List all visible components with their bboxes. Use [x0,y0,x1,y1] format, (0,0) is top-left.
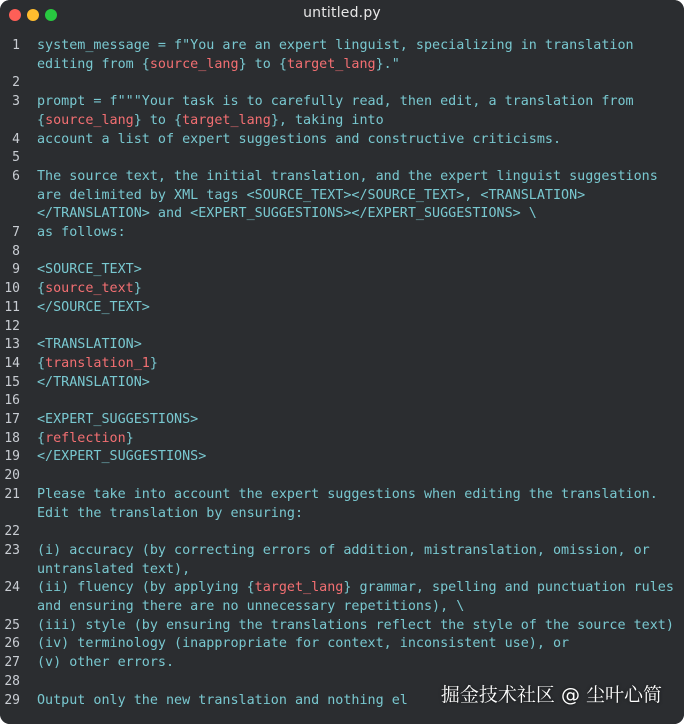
code-line [0,504,684,523]
code-line [0,335,684,354]
line-number: 11 [4,299,20,315]
code-line [0,317,684,336]
line-number: 29 [4,692,20,708]
code-token: } [125,430,134,446]
code-token: untranslated text), [37,561,191,577]
code-line [0,111,684,130]
code-text [37,634,569,653]
code-token: </SOURCE_TEXT> [37,299,150,315]
code-line [0,485,684,504]
code-line [0,148,684,167]
code-text [37,298,150,317]
code-line [0,279,684,298]
code-line [0,429,684,448]
line-number: 2 [12,75,20,91]
code-line [0,634,684,653]
code-line [0,447,684,466]
code-token: prompt = f"""Your task is to carefully read, then edit, a translation from [37,94,634,110]
code-line [0,560,684,579]
code-token: The source text, the initial translation, and the expert linguist suggestions [37,168,658,184]
code-token: (iv) terminology (inappropriate for context, inconsistent use), or [37,636,570,652]
code-token: { [37,355,46,371]
line-number: 25 [4,617,20,633]
template-variable: translation_1 [45,355,150,371]
code-text [37,541,650,560]
code-token: (iii) style (by ensuring the translations reflect the style of the source text) [37,617,674,633]
line-number: 22 [4,524,20,540]
code-line [0,130,684,149]
line-number: 5 [12,150,20,166]
line-number: 19 [4,449,20,465]
template-variable: source_lang [149,56,239,72]
code-line [0,354,684,373]
code-text [37,335,142,354]
template-variable: target_lang [286,56,376,72]
code-text [37,354,158,373]
code-token: </TRANSLATION> and <EXPERT_SUGGESTIONS></EXPERT_SUGGESTIONS> \ [37,206,537,222]
line-number: 24 [4,580,20,596]
code-token: </TRANSLATION> [37,374,150,390]
code-line [0,242,684,261]
window-title: untitled.py [303,5,381,21]
code-text [37,485,658,504]
code-token: } [149,355,158,371]
code-line [0,616,684,635]
line-number: 9 [12,262,20,278]
code-token: }." [375,56,400,72]
code-line [0,522,684,541]
code-line [0,92,684,111]
code-text [37,691,408,710]
line-number: 6 [12,168,20,184]
code-text [37,373,150,392]
code-text [37,55,400,74]
code-token: { [37,112,46,128]
line-number: 1 [12,38,20,53]
code-text [37,130,561,149]
code-line [0,167,684,186]
code-line [0,578,684,597]
code-token: { [37,281,46,297]
code-token: system_message = f"You are an expert linguist, specializing in translation [37,38,634,53]
code-token: account a list of expert suggestions and constructive criticisms. [37,131,562,147]
code-text [37,410,198,429]
line-number: 3 [12,94,20,110]
code-token: } [133,281,142,297]
code-line [0,260,684,279]
line-number: 4 [12,131,20,147]
code-line [0,36,684,55]
line-number: 26 [4,636,20,652]
template-variable: target_lang [182,112,271,128]
code-line [0,298,684,317]
code-editor[interactable] [0,30,684,724]
code-text [37,204,537,223]
code-line [0,186,684,205]
code-text [37,111,384,130]
line-number: 15 [4,374,20,390]
line-number: 10 [4,281,20,297]
code-text [37,279,142,298]
line-number: 17 [4,412,20,427]
code-line [0,391,684,410]
code-text [37,653,174,672]
code-text [37,92,634,111]
code-token: Please take into account the expert suggestions when editing the translation. [37,486,658,502]
template-variable: source_text [45,281,134,297]
code-text [37,167,658,186]
code-text [37,429,134,448]
code-line [0,223,684,242]
code-token: editing from { [37,56,150,72]
code-token: }, taking into [270,112,384,128]
code-text [37,578,674,597]
code-line [0,55,684,74]
title-bar [0,0,684,30]
code-token: } to { [133,112,183,128]
code-line [0,73,684,92]
code-text [37,597,464,616]
code-text [37,223,126,242]
template-variable: source_lang [45,112,134,128]
template-variable: reflection [45,430,126,446]
code-token: and ensuring there are no unnecessary repetitions), \ [37,599,465,614]
line-number: 21 [4,486,20,502]
template-variable: target_lang [254,580,344,596]
code-text [37,560,190,579]
line-number: 16 [4,393,20,409]
code-line [0,204,684,223]
line-number: 27 [4,655,20,671]
code-token: </EXPERT_SUGGESTIONS> [37,449,207,465]
code-text [37,504,303,523]
code-token: (ii) fluency (by applying { [37,580,255,596]
line-number: 20 [4,468,20,484]
line-number: 7 [12,225,20,240]
line-number: 14 [4,355,20,371]
code-line [0,466,684,485]
line-number: 28 [4,673,20,689]
code-token: <SOURCE_TEXT> [37,262,142,278]
code-line [0,653,684,672]
code-text [37,260,142,279]
line-number: 23 [4,542,20,558]
watermark: 掘金技术社区 @ 尘叶心简 [440,684,662,706]
code-text [37,447,206,466]
code-token: (i) accuracy (by correcting errors of addition, mistranslation, omission, or [37,542,650,558]
code-token: (v) other errors. [37,655,175,671]
code-line [0,410,684,429]
line-number: 18 [4,430,20,446]
line-number: 8 [12,243,20,259]
code-token: as follows: [37,225,126,240]
code-token: { [37,430,46,446]
code-text [37,616,674,635]
code-token: } grammar, spelling and punctuation rules [343,580,674,596]
code-line [0,541,684,560]
line-number: 13 [4,337,20,353]
code-token: } to { [238,56,287,72]
code-line [0,373,684,392]
code-token: are delimited by XML tags <SOURCE_TEXT></SOURCE_TEXT>, <TRANSLATION> [37,187,586,203]
code-token: Edit the translation by ensuring: [37,505,304,521]
code-text [37,186,585,205]
code-line [0,597,684,616]
code-text [37,36,634,55]
code-token: <EXPERT_SUGGESTIONS> [37,412,199,427]
code-token: Output only the new translation and nothing el [37,692,408,708]
code-token: <TRANSLATION> [37,337,142,353]
line-number: 12 [4,318,20,334]
